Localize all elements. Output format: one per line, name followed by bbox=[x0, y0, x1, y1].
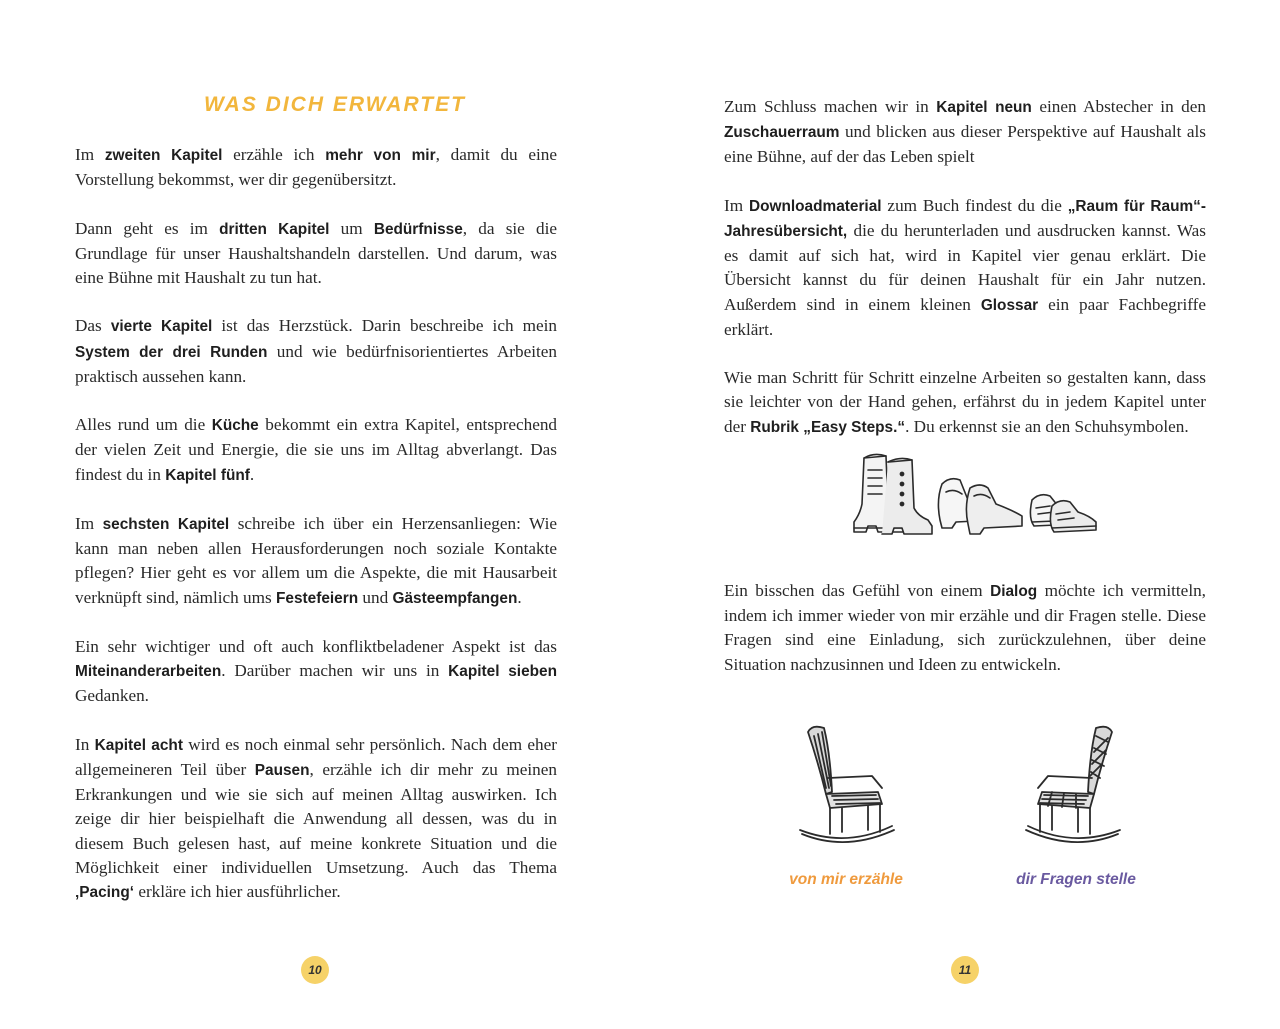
text-run: . Du erkennst sie an den Schuhsymbolen. bbox=[905, 416, 1189, 436]
text-run: bekommt ein extra Kapitel, entsprechend der vielen Zeit und Energie, die sie uns im Alltag abverlangt. Das findest du in bbox=[75, 415, 558, 484]
text-run: Im bbox=[724, 195, 749, 215]
text-run: Ein bisschen das Gefühl von einem bbox=[724, 581, 991, 600]
paragraph bbox=[75, 733, 557, 905]
caption-right: dir Fragen stelle bbox=[1016, 871, 1136, 888]
page-number-left: 10 bbox=[301, 956, 329, 984]
bold-term: Kapitel sieben bbox=[448, 663, 557, 681]
bold-term: Kapitel fünf bbox=[165, 466, 250, 484]
text-run: um bbox=[329, 218, 374, 238]
text-run: . Darüber machen wir uns in bbox=[221, 661, 449, 681]
text-run: . bbox=[517, 587, 522, 607]
bold-term: Dialog bbox=[990, 583, 1038, 600]
paragraph bbox=[724, 579, 1206, 677]
bold-term: dritten Kapitel bbox=[219, 220, 330, 238]
text-run: zum Buch findest du die bbox=[881, 195, 1068, 215]
text-run: schreibe ich über ein Herzensanliegen: Wie kann man neben allen Herausforderungen noch soziale Kontakte pflegen? Hier geht es vor allem um die Aspekte, die mit Hausarbeit verknüpft sind, nämlich ums bbox=[75, 513, 557, 607]
section-heading: WAS DICH ERWARTET bbox=[204, 93, 466, 116]
right-page bbox=[640, 0, 1280, 1029]
paragraph bbox=[75, 413, 557, 488]
text-run: erkläre ich hier ausführlicher. bbox=[134, 882, 341, 901]
bold-term: Bedürfnisse bbox=[373, 220, 463, 238]
text-run: einen Abstecher in den bbox=[1031, 97, 1206, 116]
paragraph bbox=[75, 635, 557, 709]
paragraph bbox=[75, 143, 557, 192]
caption-left: von mir erzähle bbox=[789, 871, 903, 888]
text-run: Im bbox=[75, 145, 105, 164]
bold-term: Zuschauerraum bbox=[724, 124, 840, 142]
text-run: , damit du eine Vorstellung bekommst, wer dir gegenübersitzt. bbox=[75, 145, 558, 190]
bold-term: Pausen bbox=[254, 761, 310, 779]
paragraph bbox=[75, 512, 557, 611]
bold-term: Festefeiern bbox=[275, 589, 359, 607]
bold-term: Gästeempfangen bbox=[392, 589, 518, 607]
bold-term: Küche bbox=[211, 417, 259, 435]
rocking-chair-icon bbox=[796, 722, 896, 852]
page-number-right: 11 bbox=[951, 956, 979, 984]
text-run: und wie bedürfnisorientiertes Arbeiten praktisch aussehen kann. bbox=[75, 341, 557, 386]
paragraph bbox=[75, 217, 557, 291]
right-text-column-lower bbox=[724, 579, 1206, 701]
text-run: möchte ich vermitteln, indem ich immer wieder von mir erzähle und dir Fragen stelle. Diese Fragen sind eine Einladung, sich zurückzulehnen, über deine Situation nachzusinnen und Ideen zu entwickeln. bbox=[724, 581, 1206, 674]
text-run: . bbox=[249, 464, 255, 484]
text-run: Gedanken. bbox=[75, 686, 149, 706]
text-run: In bbox=[75, 734, 95, 754]
bold-term: Downloadmaterial bbox=[748, 197, 882, 215]
text-run: erzähle ich bbox=[222, 145, 326, 164]
text-run: ist das Herzstück. Darin beschreibe ich mein bbox=[212, 316, 557, 336]
bold-term: Kapitel neun bbox=[936, 99, 1032, 116]
text-run: die du herunterladen und ausdrucken kannst. Was es damit auf sich hat, wird in Kapitel vier genau erklärt. Die Übersicht kannst du für deinen Haushalt für ein Jahr nutzen. Außerdem sind in einem kleinen bbox=[724, 221, 1206, 314]
text-run: , da sie die Grundlage für unser Haushaltshandeln darstellen. Und darum, was eine Bühne mit Haushalt zu tun hat. bbox=[75, 218, 557, 287]
bold-term: mehr von mir bbox=[325, 147, 436, 164]
bold-term: zweiten Kapitel bbox=[104, 147, 223, 164]
paragraph bbox=[724, 194, 1206, 342]
bold-term: vierte Kapitel bbox=[110, 318, 213, 336]
text-run: ein paar Fachbegriffe erklärt. bbox=[724, 294, 1206, 339]
bold-term: Kapitel acht bbox=[94, 736, 183, 754]
boots-shoes-sneakers-icon bbox=[846, 448, 1098, 540]
text-run: und bbox=[358, 587, 393, 607]
text-run: Alles rund um die bbox=[75, 415, 212, 435]
text-run: Wie man Schritt für Schritt einzelne Arbeiten so gestalten kann, dass sie leichter von der Hand gehen, erfährst du in jedem Kapitel unter der bbox=[724, 368, 1206, 436]
text-run: und blicken aus dieser Perspektive auf Haushalt als eine Bühne, auf der das Leben spielt bbox=[724, 122, 1206, 167]
bold-term: Miteinanderarbeiten bbox=[75, 663, 222, 681]
text-run: Ein sehr wichtiger und oft auch konfliktbeladener Aspekt ist das bbox=[75, 636, 557, 656]
text-run: , erzähle ich dir mehr zu meinen Erkrankungen und wie sie sich auf meinen Alltag auswirken. Ich zeige dir hier beispielhaft die Anwendung all dessen, was du in diesem Buch gelesen hast, auf meine konkrete Situation und die Möglichkeit einer individuellen Umsetzung. Auch das Thema bbox=[75, 759, 557, 877]
bold-term: Rubrik „Easy Steps.“ bbox=[750, 418, 906, 436]
text-run: Dann geht es im bbox=[75, 218, 220, 238]
text-run: Im bbox=[75, 513, 103, 533]
bold-term: Glossar bbox=[980, 296, 1039, 314]
bold-term: System der drei Runden bbox=[75, 343, 268, 361]
paragraph bbox=[75, 314, 557, 389]
text-run: Das bbox=[75, 316, 111, 336]
rocking-chair-icon bbox=[1024, 722, 1124, 852]
right-text-column bbox=[724, 95, 1206, 464]
text-run: Zum Schluss machen wir in bbox=[724, 97, 937, 116]
paragraph bbox=[724, 366, 1206, 440]
left-text-column bbox=[75, 143, 557, 929]
paragraph bbox=[724, 95, 1206, 170]
text-run: wird es noch einmal sehr persönlich. Nach dem eher allgemeineren Teil über bbox=[75, 734, 557, 779]
bold-term: „Raum für Raum“-Jahresübersicht, bbox=[724, 197, 1207, 240]
bold-term: sechsten Kapitel bbox=[102, 515, 230, 533]
bold-term: ‚Pacing‘ bbox=[75, 884, 135, 901]
